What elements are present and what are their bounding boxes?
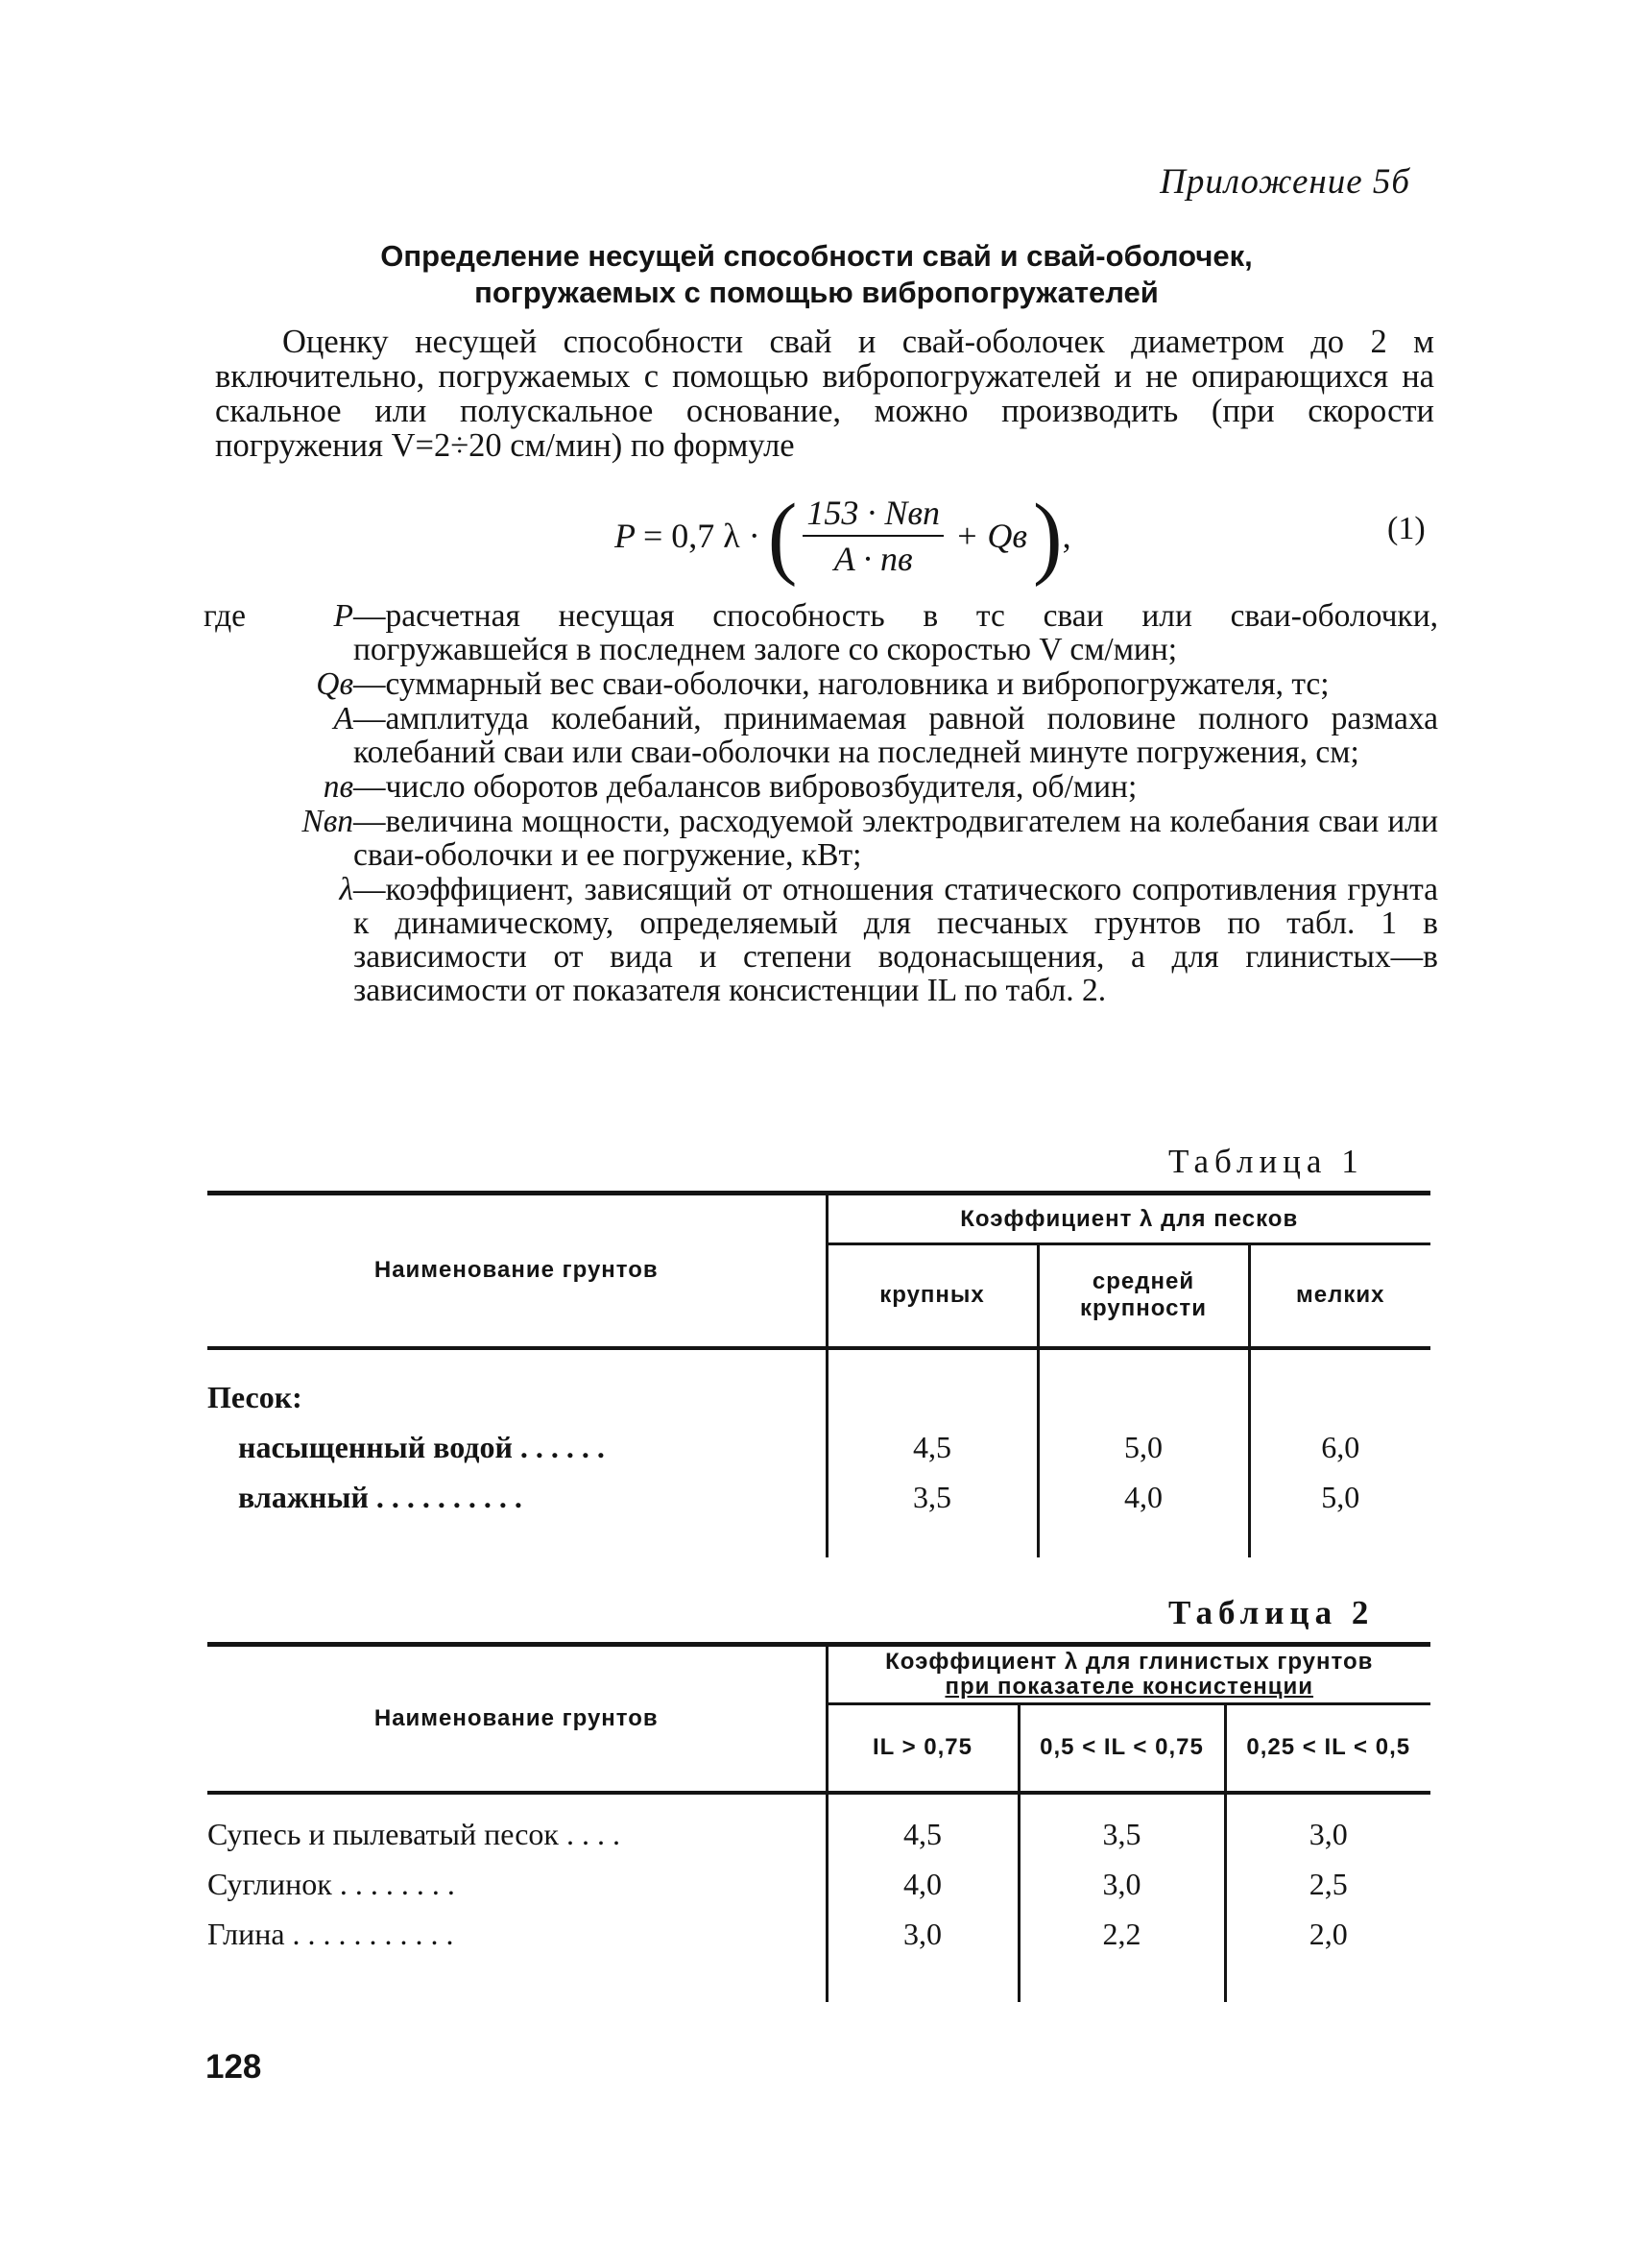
row-value: 4,0 (1038, 1473, 1249, 1523)
row-value: 3,0 (1019, 1860, 1225, 1910)
appendix-label: Приложение 5б (1160, 162, 1410, 202)
definition-lead-word: где (204, 598, 246, 634)
row-value: 2,2 (1019, 1910, 1225, 1960)
row-value: 6,0 (1249, 1423, 1430, 1473)
table1-group-header: Коэффициент λ для песков (827, 1194, 1430, 1244)
table2-name-header: Наименование грунтов (207, 1645, 827, 1793)
formula-fraction (803, 493, 944, 579)
formula-lhs: P (614, 517, 636, 555)
title-line-1: Определение несущей способности свай и свай-оболочек, (380, 239, 1253, 273)
table1-name-header: Наименование грунтов (207, 1194, 827, 1348)
row-name: влажный . . . . . . . . . . (238, 1480, 522, 1514)
row-name: Суглинок . . . . . . . . (207, 1867, 455, 1901)
formula-number: (1) (1387, 511, 1426, 546)
section-title (0, 238, 1633, 311)
row-value: 3,5 (1019, 1810, 1225, 1860)
definition-text: —величина мощности, расходуемой электродвигателем на колебания сваи или сваи-оболочки и ее погружение, кВт; (353, 804, 1438, 873)
intro-text: Оценку несущей способности свай и свай-оболочек диаметром до 2 м включительно, погружаемых с помощью вибропогружателей и не опирающихся на скальное или полускальное основание, можно производить (при скорости погружения V=2÷20 см/мин) по формуле (215, 324, 1434, 464)
definition-symbol-cell (204, 770, 353, 804)
row-value: 4,5 (827, 1810, 1019, 1860)
formula-comma: , (1062, 517, 1071, 555)
table2-group-header (827, 1645, 1430, 1704)
table2-group-header-line2: при показателе консистенции (945, 1674, 1314, 1700)
row-value: 3,0 (827, 1910, 1019, 1960)
definition-symbol: nв (323, 769, 353, 805)
table-row (207, 1423, 1430, 1473)
definition-symbol: P (333, 598, 353, 634)
definition-item (204, 770, 1438, 804)
definition-symbol-cell (204, 667, 353, 701)
definition-item (204, 599, 1438, 666)
row-value: 5,0 (1249, 1473, 1430, 1523)
table-1 (207, 1191, 1430, 1557)
definition-symbol-cell (204, 599, 353, 666)
definition-text: —расчетная несущая способность в тс сваи или сваи-оболочки, погружавшейся в последнем залоге со скоростью V см/мин; (353, 598, 1438, 667)
page-number: 128 (205, 2048, 262, 2086)
table1-caption: Таблица 1 (1168, 1143, 1364, 1180)
table-row (207, 1810, 1430, 1860)
row-name: Глина . . . . . . . . . . . (207, 1917, 454, 1951)
definition-item (204, 702, 1438, 769)
formula (614, 484, 1071, 588)
table1-group-label: Песок: (207, 1380, 302, 1414)
formula-right-paren: ) (1032, 484, 1063, 588)
row-value: 4,5 (827, 1423, 1038, 1473)
table-row (207, 1473, 1430, 1523)
table1-col-header: мелких (1249, 1244, 1430, 1348)
formula-coefficient: = 0,7 λ · (643, 517, 760, 555)
definitions-list (204, 599, 1438, 1008)
table2-col-header: 0,25 < IL < 0,5 (1225, 1704, 1430, 1793)
definition-symbol: Qв (316, 666, 353, 702)
table2-group-header-line1: Коэффициент λ для глинистых грунтов (885, 1649, 1374, 1675)
definition-symbol-cell (204, 702, 353, 769)
definition-item (204, 667, 1438, 701)
table-row (207, 1910, 1430, 1960)
definition-symbol: A (333, 701, 353, 736)
definition-symbol: Nвп (301, 804, 353, 839)
row-value: 2,5 (1225, 1860, 1430, 1910)
definition-symbol-cell (204, 805, 353, 872)
table1-col-header: средней крупности (1038, 1244, 1249, 1348)
table-row (207, 1860, 1430, 1910)
title-line-2: погружаемых с помощью вибропогружателей (474, 276, 1159, 309)
row-value: 3,5 (827, 1473, 1038, 1523)
definition-item (204, 805, 1438, 872)
formula-left-paren: ( (767, 484, 798, 588)
row-name: насыщенный водой . . . . . . (238, 1430, 605, 1464)
definition-symbol-cell (204, 873, 353, 1007)
formula-numerator: 153 · Nвп (803, 493, 944, 537)
table1-col-header: крупных (827, 1244, 1038, 1348)
row-name: Супесь и пылеватый песок . . . . (207, 1817, 620, 1851)
table2-caption: Таблица 2 (1168, 1594, 1375, 1631)
definition-text: —число оборотов дебалансов вибровозбудителя, об/мин; (353, 769, 1138, 805)
table2-col-header: IL > 0,75 (827, 1704, 1019, 1793)
formula-denominator: A · nв (833, 540, 913, 578)
row-value: 5,0 (1038, 1423, 1249, 1473)
table-2 (207, 1642, 1430, 2002)
definition-symbol: λ (339, 872, 353, 907)
row-value: 3,0 (1225, 1810, 1430, 1860)
row-value: 4,0 (827, 1860, 1019, 1910)
definition-text: —амплитуда колебаний, принимаемая равной половине полного размаха колебаний сваи или сваи-оболочки на последней минуте погружения, см; (353, 701, 1438, 770)
definition-text: —коэффициент, зависящий от отношения статического сопротивления грунта к динамическому, определяемый для песчаных грунтов по табл. 1 в зависимости от вида и степени водонасыщения, а для глинистых—в зависимости от показателя консистенции IL по табл. 2. (353, 872, 1438, 1008)
table2-col-header: 0,5 < IL < 0,75 (1019, 1704, 1225, 1793)
formula-plus-term: + Qв (955, 517, 1027, 555)
row-value: 2,0 (1225, 1910, 1430, 1960)
definition-text: —суммарный вес сваи-оболочки, наголовника и вибропогружателя, тс; (353, 666, 1330, 702)
intro-paragraph (215, 325, 1434, 463)
definition-item (204, 873, 1438, 1007)
